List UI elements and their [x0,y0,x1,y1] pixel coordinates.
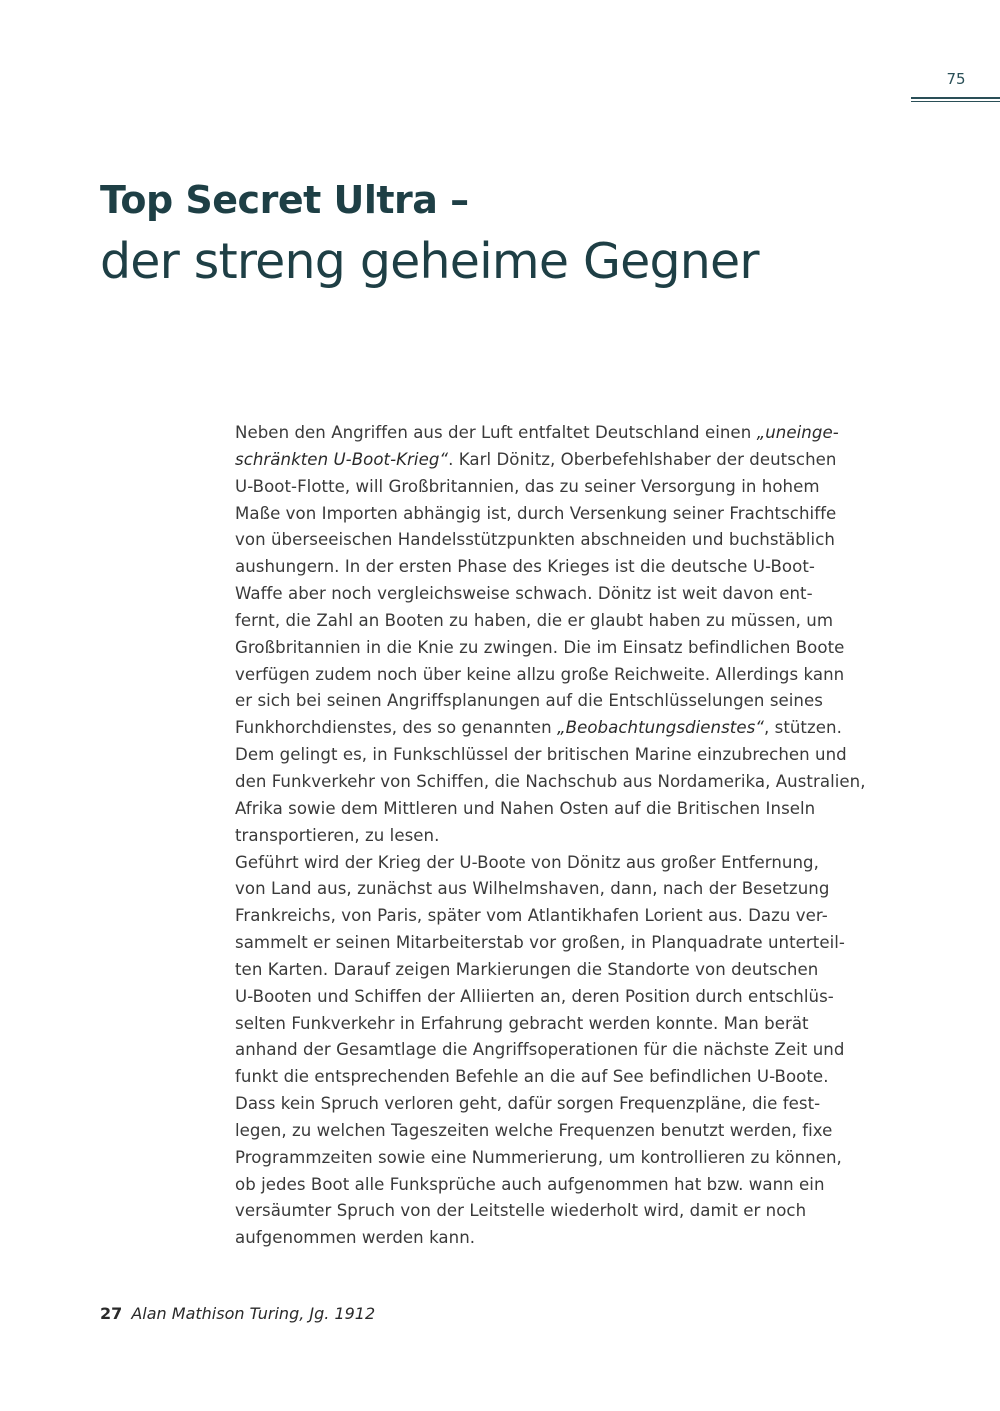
text-segment: Dass kein Spruch verloren geht, dafür sorgen Frequenzpläne, die fest- [235,1094,821,1114]
text-segment: . Karl Dönitz, Oberbefehlshaber der deutschen [448,449,837,469]
footnote-caption: Alan Mathison Turing, Jg. 1912 [131,1304,376,1323]
emphasis-text: schränkten U-Boot-Krieg“ [235,449,449,469]
text-segment: Funkhorchdienstes, des so genannten [235,718,557,738]
text-segment: ob jedes Boot alle Funksprüche auch aufgenommen hat bzw. wann ein [235,1174,825,1194]
text-segment: sammelt er seinen Mitarbeiterstab vor großen, in Planquadrate unterteil- [235,933,845,953]
text-segment: aushungern. In der ersten Phase des Krieges ist die deutsche U-Boot- [235,557,815,577]
text-line [235,662,900,689]
text-segment: von Land aus, zunächst aus Wilhelmshaven, dann, nach der Besetzung [235,879,830,899]
text-segment: Waffe aber noch vergleichsweise schwach. Dönitz ist weit davon ent- [235,584,813,604]
text-line [235,527,900,554]
text-segment: versäumter Spruch von der Leitstelle wiederholt wird, damit er noch [235,1201,807,1221]
page-number: 75 [946,70,966,88]
text-line [235,608,900,635]
text-segment: Afrika sowie dem Mittleren und Nahen Osten auf die Britischen Inseln [235,798,816,818]
text-segment: Großbritannien in die Knie zu zwingen. Die im Einsatz befindlichen Boote [235,637,845,657]
text-segment: Neben den Angriffen aus der Luft entfaltet Deutschland einen [235,423,757,442]
text-segment: Maße von Importen abhängig ist, durch Versenkung seiner Frachtschiffe [235,503,837,523]
text-segment: verfügen zudem noch über keine allzu große Reichweite. Allerdings kann [235,664,845,684]
text-line [235,1037,900,1064]
footnote-number: 27 [100,1304,123,1323]
chapter-title-subtitle: der streng geheime Gegner [100,233,759,290]
text-segment: , stützen. [763,718,842,738]
text-line [235,1064,900,1091]
footnote [100,1304,375,1323]
text-line [235,957,900,984]
text-segment: legen, zu welchen Tageszeiten welche Frequenzen benutzt werden, fixe [235,1120,833,1140]
text-line [235,876,900,903]
text-line [235,1118,900,1145]
text-segment: von überseeischen Handelsstützpunkten abschneiden und buchstäblich [235,530,835,550]
body-text [235,420,900,1252]
text-line [235,1225,900,1252]
text-segment: U-Boot-Flotte, will Großbritannien, das zu seiner Versorgung in hohem [235,476,820,496]
text-segment: Dem gelingt es, in Funkschlüssel der britischen Marine einzubrechen und [235,745,847,765]
text-segment: den Funkverkehr von Schiffen, die Nachschub aus Nordamerika, Australien, [235,771,866,791]
page-number-rule-thin [911,101,1000,102]
text-segment: er sich bei seinen Angriffsplanungen auf die Entschlüsselungen seines [235,691,823,711]
text-line [235,554,900,581]
text-line [235,1198,900,1225]
emphasis-text: „Beobachtungsdienstes“ [556,718,764,738]
text-line [235,823,900,850]
text-line [235,742,900,769]
text-line [235,447,900,474]
text-segment: transportieren, zu lesen. [235,825,440,845]
page-number-rule [911,97,1000,99]
text-segment: fernt, die Zahl an Booten zu haben, die er glaubt haben zu müssen, um [235,610,834,630]
text-segment: aufgenommen werden kann. [235,1228,476,1248]
text-line [235,688,900,715]
text-line [235,1011,900,1038]
text-line [235,1172,900,1199]
text-line [235,635,900,662]
text-line [235,474,900,501]
chapter-title-bold: Top Secret Ultra – [100,178,469,222]
text-line [235,796,900,823]
text-line [235,501,900,528]
text-segment: Geführt wird der Krieg der U-Boote von Dönitz aus großer Entfernung, [235,852,819,872]
text-segment: Frankreichs, von Paris, später vom Atlantikhafen Lorient aus. Dazu ver- [235,906,828,926]
text-segment: anhand der Gesamtlage die Angriffsoperationen für die nächste Zeit und [235,1040,845,1060]
text-line [235,930,900,957]
text-segment: Programmzeiten sowie eine Nummerierung, um kontrollieren zu können, [235,1147,842,1167]
text-line [235,769,900,796]
text-segment: ten Karten. Darauf zeigen Markierungen die Standorte von deutschen [235,959,819,979]
text-segment: selten Funkverkehr in Erfahrung gebracht werden konnte. Man berät [235,1013,809,1033]
text-line [235,420,900,447]
text-line [235,903,900,930]
text-line [235,984,900,1011]
text-line [235,715,900,742]
text-line [235,1145,900,1172]
text-line [235,1091,900,1118]
emphasis-text: „uneinge- [756,423,839,442]
text-segment: funkt die entsprechenden Befehle an die auf See befindlichen U-Boote. [235,1067,829,1087]
text-segment: U-Booten und Schiffen der Alliierten an, deren Position durch entschlüs- [235,986,834,1006]
text-line [235,850,900,877]
text-line [235,581,900,608]
